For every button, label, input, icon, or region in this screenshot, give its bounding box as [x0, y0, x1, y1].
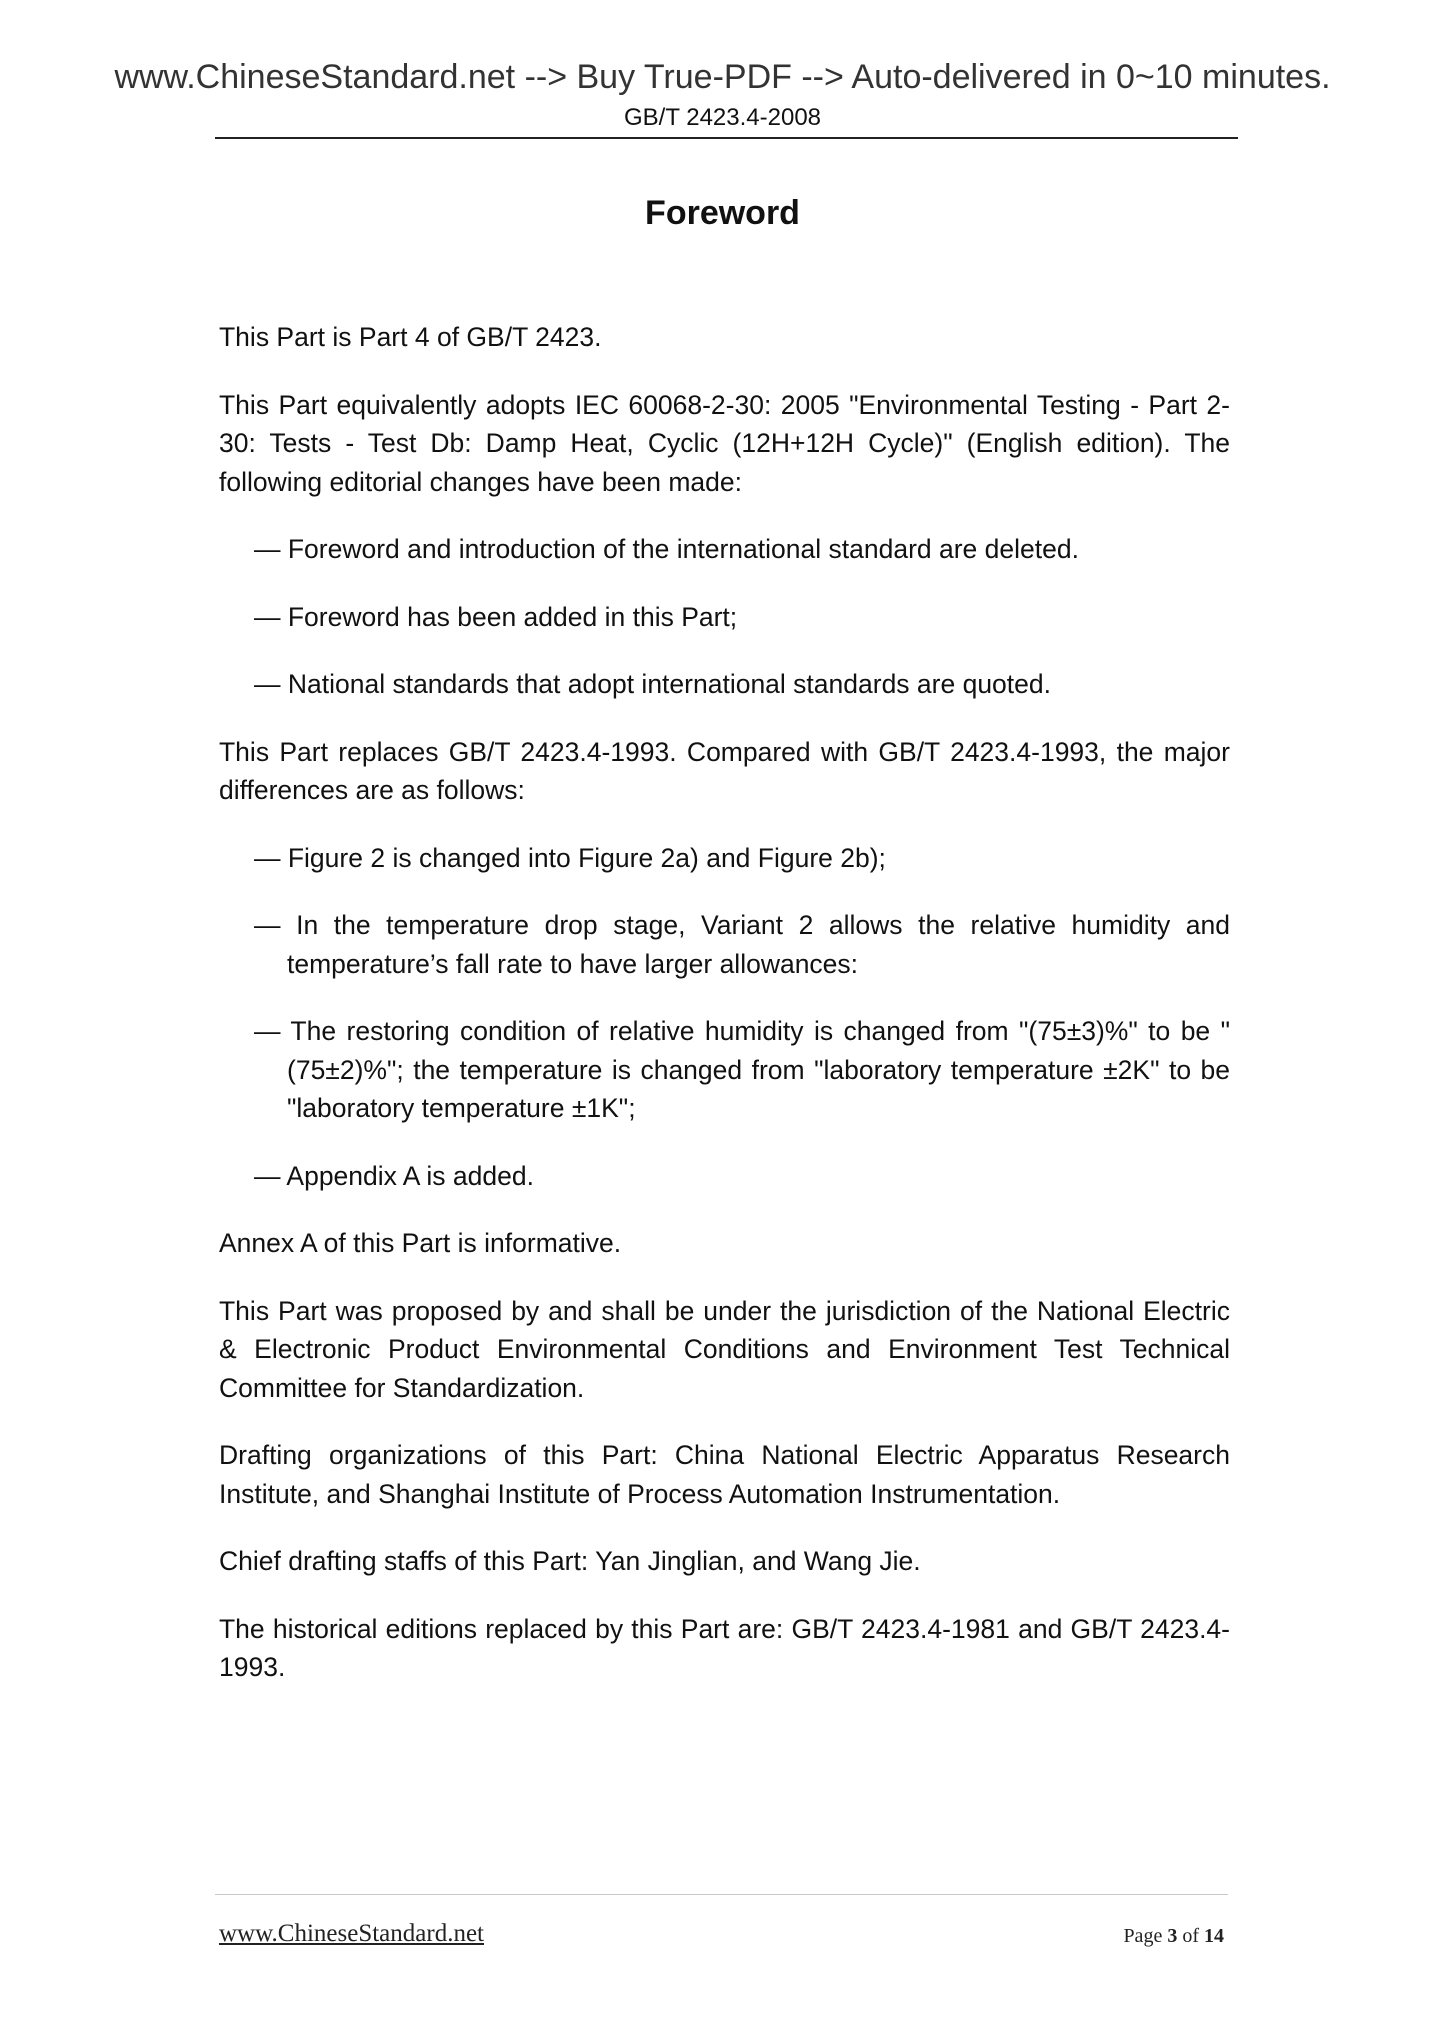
list-item-difference: — Figure 2 is changed into Figure 2a) and Figure 2b); [254, 842, 886, 873]
paragraph-adoption: This Part equivalently adopts IEC 60068-2-30: 2005 "Environmental Testing - Part 2-30: Tests - Test Db: Damp Heat, Cyclic (12H+12H Cycle)" (English edition). The following editorial changes have been made: [219, 389, 1230, 497]
paragraph-proposed-by: This Part was proposed by and shall be under the jurisdiction of the National Electric & Electronic Product Environmental Conditions and Environment Test Technical Committee for Standardization. [219, 1295, 1230, 1403]
page-title: Foreword [645, 194, 800, 232]
page-number [1123, 1925, 1224, 1948]
list-item-editorial-change: — Foreword and introduction of the international standard are deleted. [254, 534, 1079, 564]
paragraph-part-scope: This Part is Part 4 of GB/T 2423. [219, 322, 602, 352]
list-item-difference: — Appendix A is added. [254, 1160, 534, 1191]
paragraph-drafting-organizations: Drafting organizations of this Part: China National Electric Apparatus Research Institute, and Shanghai Institute of Process Automation Instrumentation. [219, 1440, 1230, 1509]
footer-divider [215, 1894, 1228, 1895]
paragraph-annex: Annex A of this Part is informative. [219, 1228, 622, 1258]
paragraph-replacement: This Part replaces GB/T 2423.4-1993. Compared with GB/T 2423.4-1993, the major differences are as follows: [219, 736, 1230, 805]
page-current: 3 [1167, 1925, 1178, 1947]
promo-banner[interactable]: www.ChineseStandard.net --> Buy True-PDF --> Auto-delivered in 0~10 minutes. [114, 58, 1331, 96]
page-label: Page [1123, 1925, 1163, 1947]
standard-number: GB/T 2423.4-2008 [623, 104, 822, 131]
paragraph-historical-editions: The historical editions replaced by this Part are: GB/T 2423.4-1981 and GB/T 2423.4-1993. [219, 1613, 1230, 1682]
list-item-difference: — In the temperature drop stage, Variant 2 allows the relative humidity and temperature’s fall rate to have larger allowances: [254, 910, 1230, 979]
list-item-difference: — The restoring condition of relative humidity is changed from "(75±3)%" to be "(75±2)%"; the temperature is changed from "laboratory temperature ±2K" to be "laboratory temperature ±1K"; [254, 1016, 1230, 1123]
footer-website-link[interactable]: www.ChineseStandard.net [219, 1920, 484, 1947]
list-item-editorial-change: — National standards that adopt international standards are quoted. [254, 669, 1051, 699]
paragraph-drafting-staff: Chief drafting staffs of this Part: Yan Jinglian, and Wang Jie. [219, 1546, 921, 1576]
list-item-editorial-change: — Foreword has been added in this Part; [254, 601, 738, 632]
page-total: 14 [1204, 1925, 1224, 1947]
document-body [219, 318, 1230, 1716]
page-of: of [1182, 1925, 1199, 1947]
header-divider [215, 137, 1238, 139]
